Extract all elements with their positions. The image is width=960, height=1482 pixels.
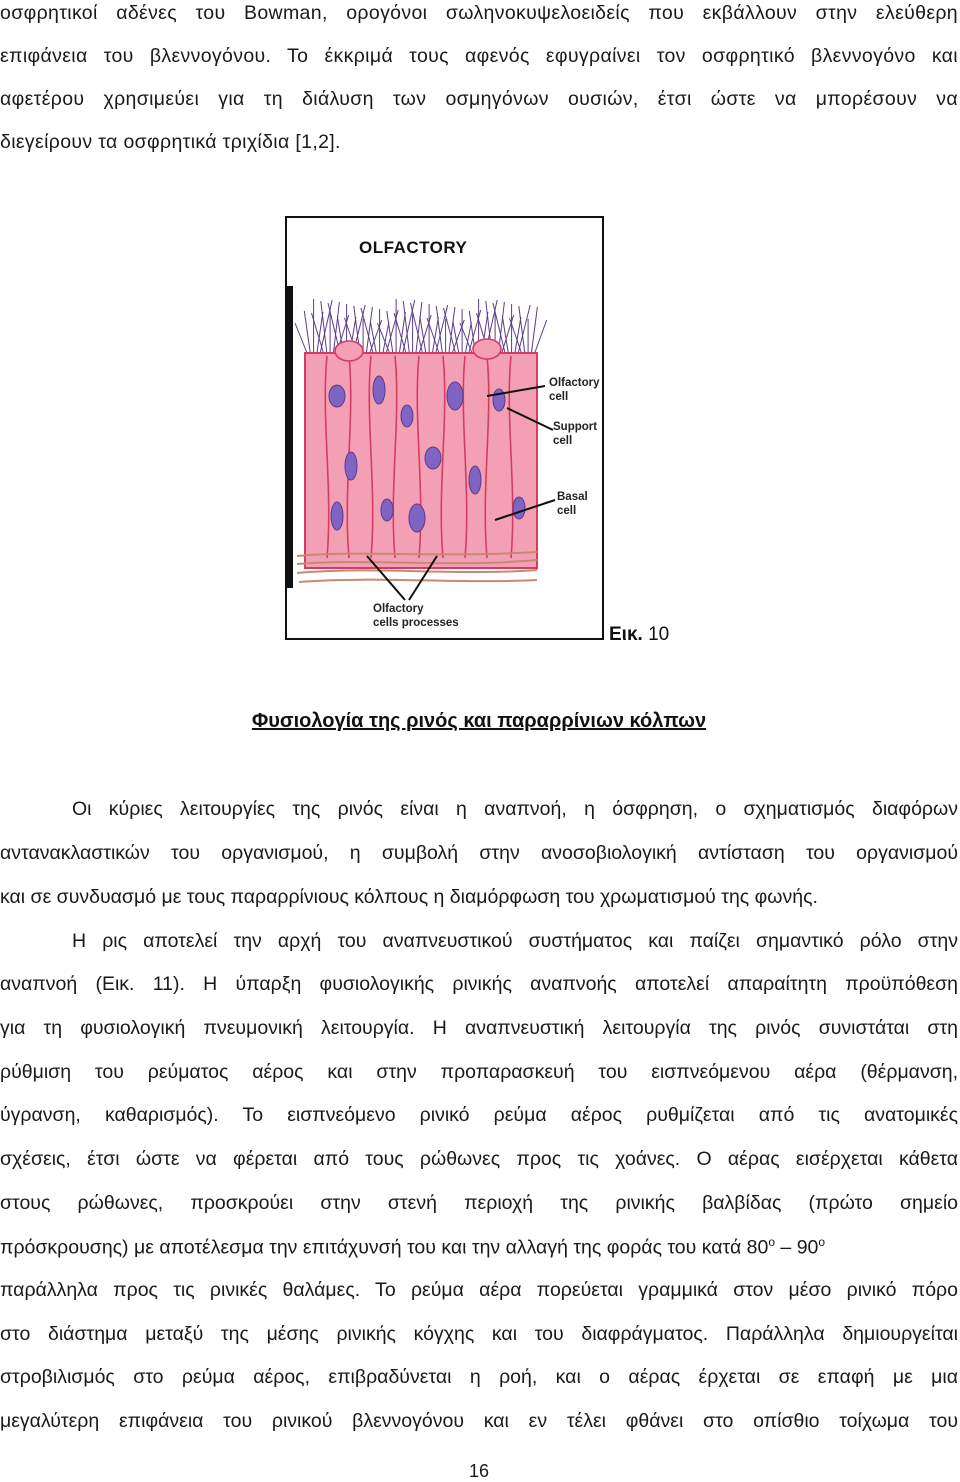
label-olfactory-cell: Olfactory cell (549, 377, 600, 403)
intro-line-3: αφετέρου χρησιμεύει για τη διάλυση των οσμηγόνων ουσιών, έτσι ώστε να μπορέσουν να (0, 88, 958, 110)
body-line-4: Η ρις αποτελεί την αρχή του αναπνευστικού συστήματος και παίζει σημαντικό ρόλο στην (72, 930, 958, 952)
body-line-7: ρύθμιση του ρεύματος αέρος και στην προπαρασκευή του εισπνεόμενου αέρα (θέρμανση, (0, 1061, 958, 1083)
degree-sup-1: o (768, 1235, 776, 1249)
body-line-9: σχέσεις, έτσι ώστε να φέρεται από τους ρώθωνες προς τις χοάνες. Ο αέρας εισέρχεται κάθετα (0, 1148, 958, 1170)
figure-caption (609, 624, 669, 646)
intro-line-1: οσφρητικοί αδένες του Bowman, ορογόνοι σωληνοκυψελοειδείς που εκβάλλουν στην ελεύθερη (0, 2, 958, 24)
body-line-10: στους ρώθωνες, προσκρούει στην στενή περιοχή της ρινικής βαλβίδας (πρώτο σημείο (0, 1192, 958, 1214)
body-line-11 (0, 1235, 958, 1260)
degree-range: – 90 (775, 1236, 819, 1259)
body-line-12: παράλληλα προς τις ρινικές θαλάμες. Το ρεύμα αέρα πορεύεται γραμμικά στον μέσο ρινικό πόρο (0, 1279, 958, 1301)
degree-sup-2: o (818, 1235, 826, 1249)
intro-line-4: διεγείρουν τα οσφρητικά τριχίδια [1,2]. (0, 131, 341, 153)
body-line-8: ύγρανση, καθαρισμός). Το εισπνεόμενο ρινικό ρεύμα αέρος ρυθμίζεται από τις ανατομικές (0, 1104, 958, 1126)
intro-line-2: επιφάνεια του βλεννογόνου. Το έκκριμά τους αφενός εφυγραίνει τον οσφρητικό βλεννογόνο και (0, 45, 958, 67)
label-olfactory-processes: Olfactory cells processes (373, 603, 459, 629)
body-line-14: στροβιλισμός στο ρεύμα αέρος, επιβραδύνεται η ροή, και ο αέρας έρχεται σε επαφή με μια (0, 1366, 958, 1388)
figure-title: OLFACTORY (359, 238, 468, 257)
body-line-2: αντανακλαστικών του οργανισμού, η συμβολή στην ανοσοβιολογική αντίσταση του οργανισμού (0, 842, 958, 864)
body-line-13: στο διάστημα μεταξύ της μέσης ρινικής κόγχης και του διαφράγματος. Παράλληλα δημιουργείται (0, 1323, 958, 1345)
body-line-1: Οι κύριες λειτουργίες της ρινός είναι η αναπνοή, η όσφρηση, ο σχηματισμός διαφόρων (72, 798, 958, 820)
label-basal-cell: Basal cell (557, 491, 588, 517)
caption-prefix: Εικ. (609, 624, 643, 645)
body-line-5: αναπνοή (Εικ. 11). Η ύπαρξη φυσιολογικής ρινικής αναπνοής αποτελεί απαραίτητη προϋπόθεση (0, 973, 958, 995)
body-line-3: και σε συνδυασμό με τους παραρρίνιους κόλπους η διαμόρφωση του χρωματισμού της φωνής. (0, 886, 818, 908)
olfactory-figure (285, 216, 604, 640)
body-line-11-text: πρόσκρουσης) με αποτέλεσμα την επιτάχυνσή του και την αλλαγή της φοράς του κατά 80 (0, 1236, 769, 1259)
body-line-15: μεγαλύτερη επιφάνεια του ρινικού βλεννογόνου και εν τέλει φθάνει στο οπίσθιο τοίχωμα του (0, 1410, 958, 1432)
label-support-cell: Support cell (553, 421, 598, 447)
caption-number: 10 (648, 624, 670, 645)
page-number: 16 (468, 1461, 490, 1481)
section-heading: Φυσιολογία της ρινός και παραρρίνιων κόλπων (251, 710, 707, 732)
body-line-6: για τη φυσιολογική πνευμονική λειτουργία. Η αναπνευστική λειτουργία της ρινός συνιστάται στη (0, 1017, 958, 1039)
